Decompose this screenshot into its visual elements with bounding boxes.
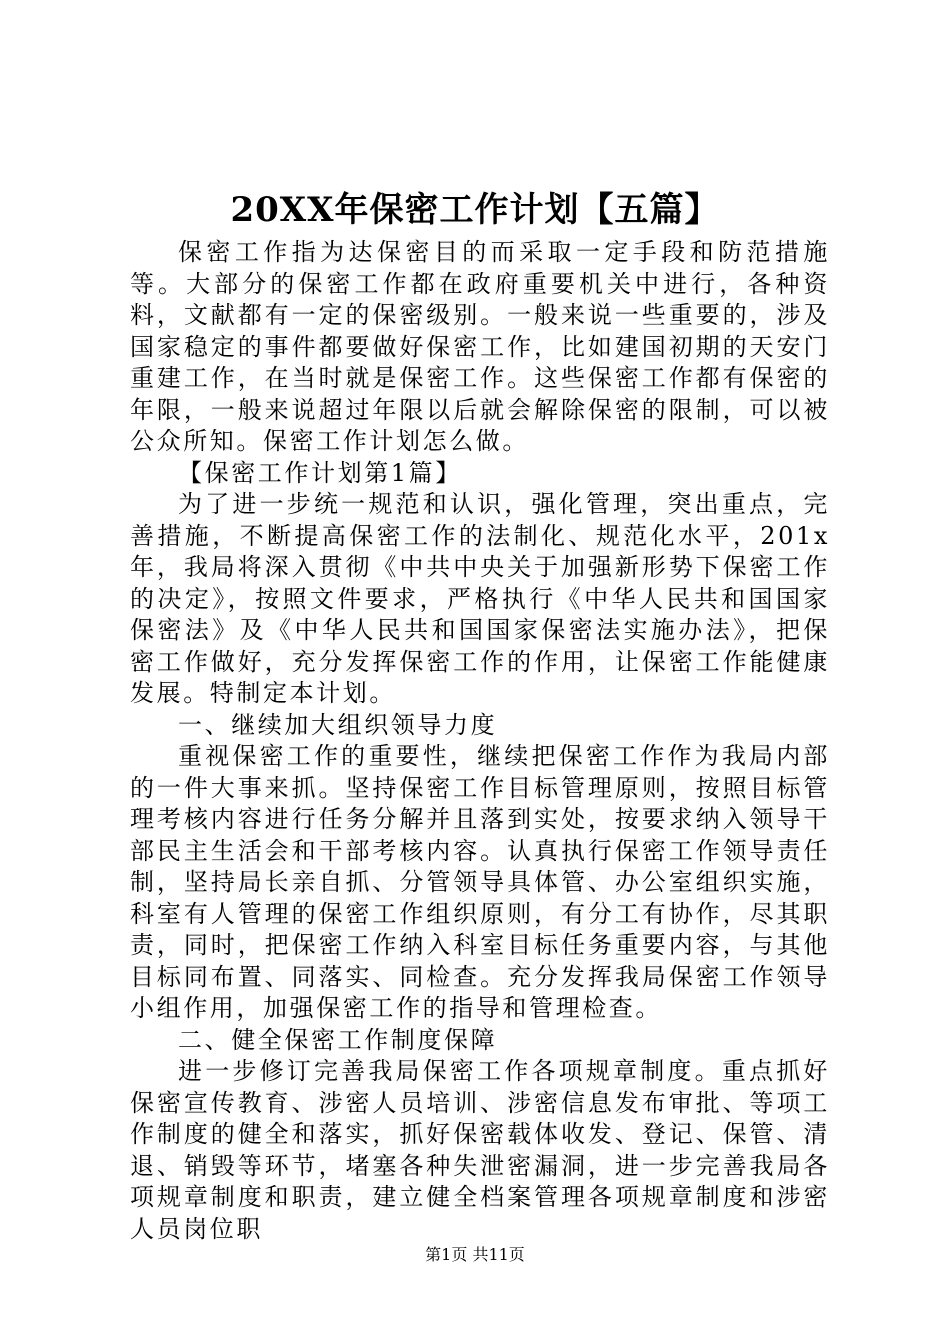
intro-paragraph: 保密工作指为达保密目的而采取一定手段和防范措施等。大部分的保密工作都在政府重要机关中进行，各种资料，文献都有一定的保密级别。一般来说一些重要的，涉及国家稳定的事件都要做好保密工作，比如建国初期的天安门重建工作，在当时就是保密工作。这些保密工作都有保密的年限，一般来说超过年限以后就会解除保密的限制，可以被公众所知。保密工作计划怎么做。 [130,238,830,455]
part-1-intro-paragraph: 为了进一步统一规范和认识，强化管理，突出重点，完善措施，不断提高保密工作的法制化、规范化水平，201x年，我局将深入贯彻《中共中央关于加强新形势下保密工作的决定》，按照文件要求，严格执行《中华人民共和国国家保密法》及《中华人民共和国国家保密法实施办法》，把保密工作做好，充分发挥保密工作的作用，让保密工作能健康发展。特制定本计划。 [130,490,830,707]
document-title: 20XX年保密工作计划【五篇】 [230,190,720,230]
page-footer: 第1页 共11页 [425,1245,525,1264]
section-heading-rules: 二、健全保密工作制度保障 [178,1025,498,1054]
rules-paragraph: 进一步修订完善我局保密工作各项规章制度。重点抓好保密宣传教育、涉密人员培训、涉密信息发布审批、等项工作制度的健全和落实，抓好保密载体收发、登记、保管、清退、销毁等环节，堵塞各种失泄密漏洞，进一步完善我局各项规章制度和职责，建立健全档案管理各项规章制度和涉密人员岗位职 [130,1057,830,1243]
document-body [130,237,830,1243]
section-heading-part-1: 【保密工作计划第1篇】 [178,458,462,487]
section-heading-organization: 一、继续加大组织领导力度 [178,710,498,739]
organization-paragraph: 重视保密工作的重要性，继续把保密工作作为我局内部的一件大事来抓。坚持保密工作目标管理原则，按照目标管理考核内容进行任务分解并且落到实处，按要求纳入领导干部民主生活会和干部考核内容。认真执行保密工作领导责任制，坚持局长亲自抓、分管领导具体管、办公室组织实施，科室有人管理的保密工作组织原则，有分工有协作，尽其职责，同时，把保密工作纳入科室目标任务重要内容，与其他目标同布置、同落实、同检查。充分发挥我局保密工作领导小组作用，加强保密工作的指导和管理检查。 [130,742,830,1022]
